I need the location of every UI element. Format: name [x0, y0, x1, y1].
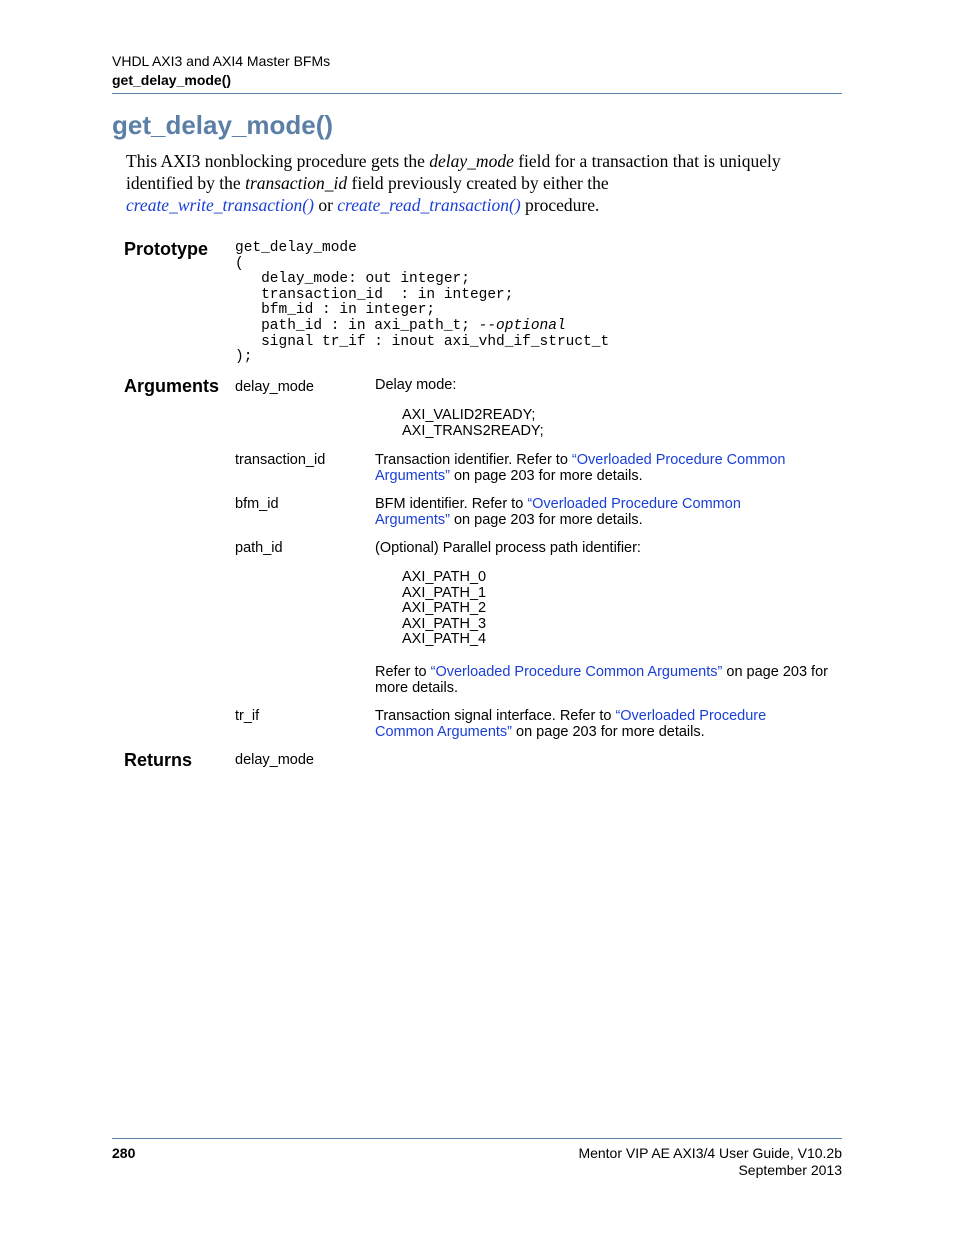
code-line: ( — [235, 255, 244, 272]
arg-name-delay-mode: delay_mode — [235, 379, 314, 395]
intro-paragraph — [126, 150, 842, 216]
arg-desc-transaction-id — [375, 452, 845, 484]
arg-name-bfm-id: bfm_id — [235, 496, 279, 512]
returns-label: Returns — [124, 750, 193, 770]
enum-value: AXI_PATH_2 — [402, 600, 487, 617]
running-header-section: VHDL AXI3 and AXI4 Master BFMs — [112, 53, 331, 69]
arg-desc-delay-mode: Delay mode: — [375, 377, 457, 393]
code-line: transaction_id : in integer; — [235, 286, 514, 303]
overloaded-procedure-link[interactable]: “Overloaded Procedure Common Arguments” — [375, 708, 767, 740]
delay-mode-values — [402, 408, 544, 439]
footer-info — [578, 1145, 842, 1179]
arg-desc-text: on page 203 for more details. — [375, 664, 828, 696]
footer-date: September 2013 — [738, 1162, 842, 1178]
footer-rule — [112, 1138, 842, 1139]
enum-value: AXI_VALID2READY; — [402, 407, 536, 423]
arg-name-tr-if: tr_if — [235, 708, 260, 724]
path-id-values — [402, 570, 486, 648]
code-comment-optional: --optional — [478, 317, 566, 334]
footer-guide-title: Mentor VIP AE AXI3/4 User Guide, V10.2b — [578, 1145, 842, 1161]
code-line: ); — [235, 349, 253, 366]
arg-desc-text: on page 203 for more details. — [449, 512, 643, 528]
page-number: 280 — [112, 1145, 136, 1161]
intro-text-2: field for a transaction that is uniquely identified by the — [126, 151, 781, 193]
overloaded-procedure-link[interactable]: “Overloaded Procedure Common Arguments” — [430, 664, 723, 680]
enum-value: AXI_PATH_1 — [402, 584, 487, 601]
overloaded-procedure-link[interactable]: “Overloaded Procedure Common Arguments” — [375, 496, 741, 528]
arg-name-path-id: path_id — [235, 540, 283, 556]
code-line: bfm_id : in integer; — [235, 302, 436, 319]
prototype-label: Prototype — [124, 239, 209, 259]
arg-desc-path-id-refer — [375, 664, 845, 696]
arguments-label: Arguments — [124, 376, 220, 396]
arg-desc-text: on page 203 for more details. — [512, 724, 705, 740]
create-read-transaction-link[interactable]: create_read_transaction() — [337, 195, 521, 215]
arg-name-transaction-id: transaction_id — [235, 452, 326, 468]
arg-desc-text: on page 203 for more details. — [449, 468, 643, 484]
intro-text-3: field previously created by either the — [347, 173, 609, 193]
arg-desc-tr-if — [375, 708, 815, 740]
intro-field-transaction-id: transaction_id — [245, 173, 348, 193]
arg-desc-text: Refer to — [375, 664, 431, 680]
running-header-subsection: get_delay_mode() — [112, 72, 232, 88]
header-rule — [112, 93, 842, 94]
intro-text-1: This AXI3 nonblocking procedure gets the — [126, 151, 430, 171]
enum-value: AXI_PATH_3 — [402, 615, 487, 632]
overloaded-procedure-link[interactable]: “Overloaded Procedure Common Arguments” — [375, 452, 786, 484]
enum-value: AXI_TRANS2READY; — [402, 422, 544, 439]
intro-text-4: or — [313, 195, 338, 215]
page-title: get_delay_mode() — [112, 110, 334, 140]
code-line-with-comment — [235, 319, 609, 335]
enum-value: AXI_PATH_0 — [402, 569, 487, 585]
arg-desc-text: BFM identifier. Refer to — [375, 496, 528, 512]
create-write-transaction-link[interactable]: create_write_transaction() — [126, 195, 314, 215]
code-line: path_id : in axi_path_t; — [235, 317, 479, 334]
code-line: delay_mode: out integer; — [235, 271, 470, 288]
prototype-code — [235, 241, 609, 366]
arg-desc-text: Transaction signal interface. Refer to — [375, 708, 616, 724]
arg-desc-path-id: (Optional) Parallel process path identifier: — [375, 540, 641, 556]
returns-value: delay_mode — [235, 752, 314, 768]
intro-text-5: procedure. — [520, 195, 600, 215]
intro-field-delay-mode: delay_mode — [429, 151, 514, 171]
arg-desc-text: Transaction identifier. Refer to — [375, 452, 572, 468]
enum-value: AXI_PATH_4 — [402, 631, 487, 648]
arg-desc-bfm-id — [375, 496, 795, 528]
code-line: get_delay_mode — [235, 240, 357, 256]
code-line: signal tr_if : inout axi_vhd_if_struct_t — [235, 333, 610, 350]
